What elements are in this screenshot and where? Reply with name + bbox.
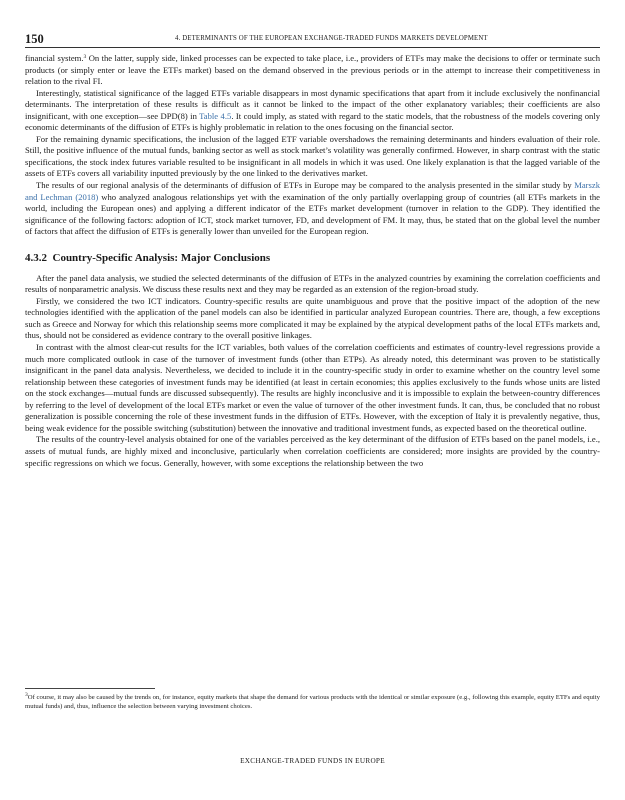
paragraph-1: financial system.$^3$ On the latter, supply side, linked processes can be expected to take place, i.e., providers of ETFs may make the decisions to offer or terminate such products (or simply enter or leave the ETFs market) based on the demand observed in the previous periods or in the attempt to increase their competitiveness in relation to the rival FI. bbox=[25, 53, 600, 87]
page-header bbox=[25, 32, 600, 48]
footnote-mark: 3 bbox=[25, 692, 28, 698]
paragraph-3: For the remaining dynamic specifications, the inclusion of the lagged ETF variable overshadows the remaining determinants and hinders evaluation of their role. Still, the positive influence of the mutual funds, banking sector as well as stock market’s volatility was generally confirmed. However, in sharp contrast with the static specifications, the stock index futures variable resulted to be insignificant in all models in which it was used. One likely explanation is that the lagged variable of the assets of ETFs covers all variability inputted previously by the one linked to the derivatives market. bbox=[25, 133, 600, 179]
paragraph-4: The results of our regional analysis of the determinants of diffusion of ETFs in Europe may be compared to the analysis presented in the similar study by Marszk and Lechman (2018) who analyzed analogous relationships yet with the examination of the only partially overlapping group of countries (all ETFs markets in the world, including the European ones) and applying a different indicator of the ETFs market development (turnover in relation to the GDP). They identified the significance of the following factors: adoption of ICT, stock market turnover, FD, and development of FM. It may, thus, be stated that on the global level the number of factors that affect the diffusion of ETFs is generally lower than unveiled for the European region. bbox=[25, 180, 600, 237]
table-4-5-link[interactable]: Table 4.5 bbox=[199, 110, 232, 121]
header-rule bbox=[25, 47, 600, 48]
footnote-rule bbox=[25, 688, 155, 689]
paragraph-7: In contrast with the almost clear-cut results for the ICT variables, both values of the correlation coefficients and estimates of country-level regressions provide a much more complicated outlook in case of the turnover of investment funds (other than ETPs). As already noted, this determinant was proven to be statistically insignificant in the panel data analysis. Nevertheless, we decided to include it in the country-specific study in order to examine whether on the country level some relationship between these categories of investment funds may be identified (at least in certain economies; this applies exclusively to the funds whose units are listed on the stock exchanges—mutual funds are discussed subsequently). The results are highly inconclusive and it is impossible to explain the between-country differences by referring to the level of development of the local ETFs market or even the value of turnover of the other investment funds. It can, thus, be concluded that no robust generalization is possible concerning the role of these investment funds in the diffusion of ETFs. However, with the exception of Italy it is prevalently negative, thus, being weak evidence for the possible switching (substitution) between the innovative and traditional investment funds, as expected based on the theoretical outline. bbox=[25, 342, 600, 433]
paragraph-2: Interestingly, statistical significance of the lagged ETFs variable disappears in most dynamic specifications that apart from it include exclusively the nonfinancial determinants. The interpretation of these results is difficult as it cannot be linked to the impact of the other explanatory variables; their coefficients are also insignificant, with one exception—see DPD(8) in Table 4.5. It could imply, as stated with regard to the static models, that the robustness of the models covering only economic determinants of the diffusion of ETFs is highly problematic in relation to the ones focusing on the financial sector. bbox=[25, 87, 601, 133]
paragraph-5: After the panel data analysis, we studied the selected determinants of the diffusion of ETFs in the analyzed countries by examining the correlation coefficients and results of nonparametric analysis. We discuss these results next and they may be regarded as an extension of the region-broad study. bbox=[25, 272, 600, 295]
footnote bbox=[25, 693, 600, 711]
running-head: 4. DETERMINANTS OF THE EUROPEAN EXCHANGE-TRADED FUNDS MARKETS DEVELOPMENT bbox=[175, 35, 488, 42]
section-number: 4.3.2 bbox=[25, 251, 47, 264]
section-heading bbox=[25, 252, 600, 265]
paragraph-6: Firstly, we considered the two ICT indicators. Country-specific results are quite unambiguous and prove that the positive impact of the adoption of the new technologies identified with the application of the panel models can also be identified in particular analyzed European countries. There are, though, a few exceptions such as Greece and Norway for which this relationship seems more complicated it may be explained by the atypical development paths of the local ETFs markets and, thus, should not be considered as evidence contrary to the overall positive linkages. bbox=[25, 295, 600, 341]
section-title: Country-Specific Analysis: Major Conclusions bbox=[52, 251, 271, 264]
page-number: 150 bbox=[25, 32, 44, 46]
paragraph-8: The results of the country-level analysis obtained for one of the variables perceived as the key determinant of the diffusion of ETFs based on the panel models, i.e., assets of mutual funds, are highly mixed and inconclusive, particularly when correlation coefficients are considered; more insights are provided by the country-specific regressions on which we focus. Generally, however, with some exceptions the relationship between the two bbox=[25, 434, 600, 468]
page-footer: EXCHANGE-TRADED FUNDS IN EUROPE bbox=[240, 757, 385, 765]
body-text bbox=[25, 53, 600, 469]
footnote-text: Of course, it may also be caused by the trends on, for instance, equity markets that shape the demand for various products with the identical or similar exposure (e.g., following this example, equity ETFs and equity mutual funds) and, thus, influence the selection between varying investment choices. bbox=[25, 694, 600, 711]
citation-link-marszk-lechman[interactable]: Marszk and Lechman (2018) bbox=[25, 180, 600, 202]
footnote-ref-3[interactable]: 3 bbox=[83, 54, 87, 60]
